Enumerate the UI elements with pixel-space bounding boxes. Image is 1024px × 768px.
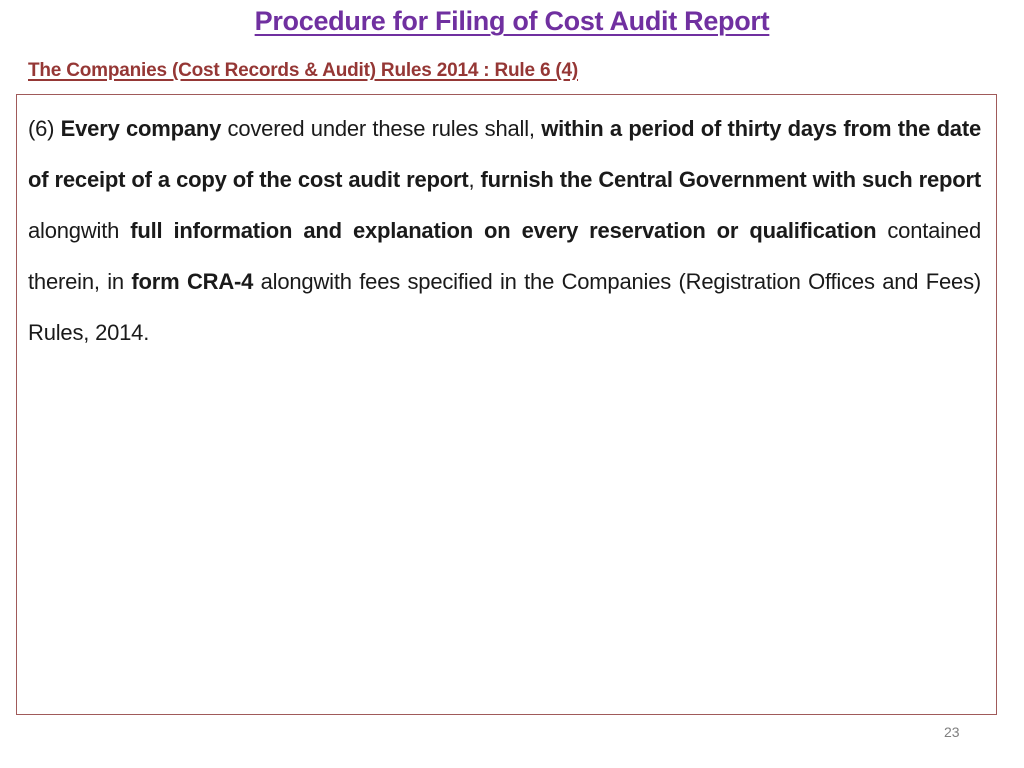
text-segment: ,: [468, 167, 481, 192]
rule-reference-heading: The Companies (Cost Records & Audit) Rules 2014 : Rule 6 (4): [28, 60, 579, 81]
text-segment: covered under these rules shall,: [221, 116, 542, 141]
bold-full-information: full information and explanation on every reservation or qualification: [130, 218, 877, 243]
rule-paragraph: [28, 103, 981, 358]
slide-title: Procedure for Filing of Cost Audit Report: [254, 6, 770, 36]
content-box: [16, 94, 997, 715]
bold-furnish-report: furnish the Central Government with such report: [480, 167, 981, 192]
clause-number: (6): [28, 116, 61, 141]
text-segment: alongwith fees specified in the Companies (Registration Offices and Fees) Rules, 2014.: [28, 269, 981, 345]
bold-time-limit: within a period of thirty days from the date of receipt of a copy of the cost audit report: [28, 116, 981, 192]
text-segment: alongwith: [28, 218, 131, 243]
text-segment: contained therein, in: [28, 218, 981, 294]
page-number: 23: [944, 724, 960, 740]
bold-every-company: Every company: [60, 116, 222, 141]
bold-form-name: form CRA-4: [131, 269, 254, 294]
